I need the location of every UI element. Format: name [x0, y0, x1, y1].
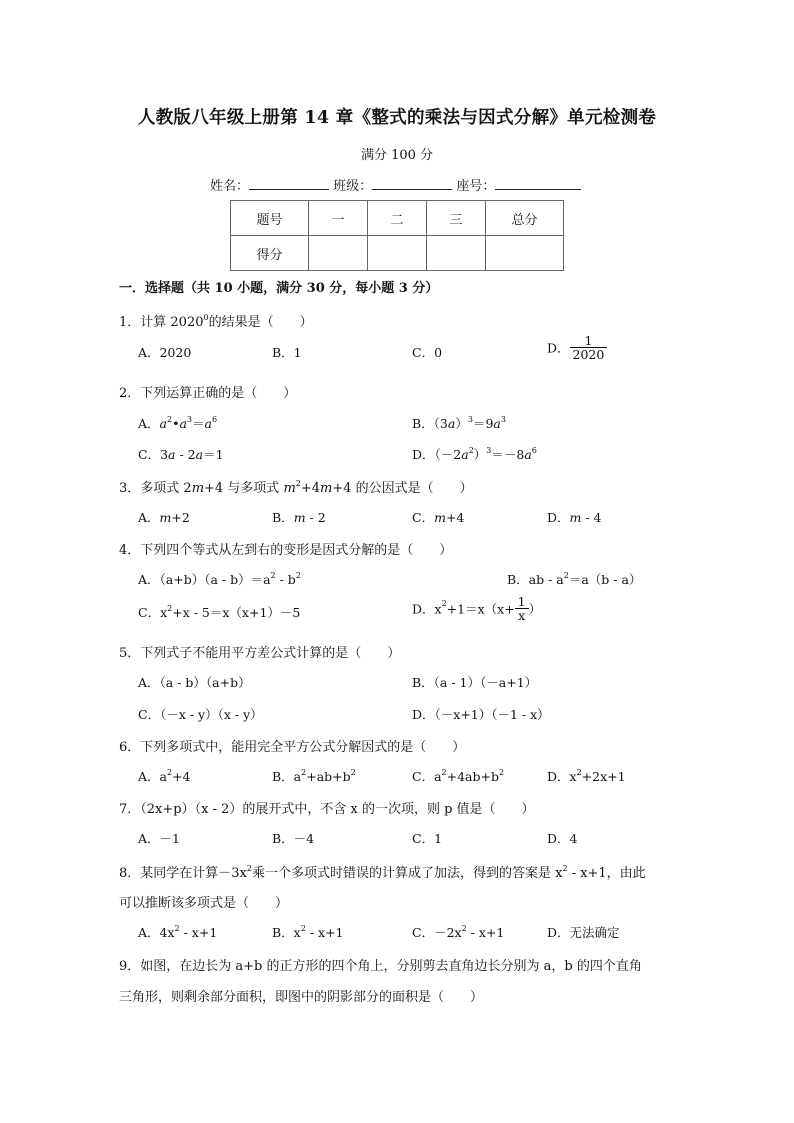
score-cell-part1: 一: [309, 201, 368, 236]
q4-a-sup: 2: [270, 571, 276, 580]
score-row-label: 得分: [231, 236, 309, 271]
q4-c-text: C．x: [138, 605, 168, 620]
q8-a-text2: - x+1: [179, 925, 218, 940]
q1-option-d[interactable]: [547, 334, 607, 361]
q3-text4: +4 的公因式是（ ）: [332, 481, 473, 496]
question-5: 5．下列式子不能用平方差公式计算的是（ ）: [119, 646, 401, 661]
q3-text3: +4: [300, 481, 321, 496]
q6-d-sup: 2: [576, 768, 582, 777]
q4-a-text: A．（a+b）（a - b）＝a: [138, 572, 271, 587]
q8-sup2: 2: [562, 864, 568, 873]
q8-option-a[interactable]: [138, 923, 217, 941]
q8-sup: 2: [246, 864, 252, 873]
q2-a-var2: a: [179, 416, 187, 431]
score-input-part1[interactable]: [309, 236, 368, 271]
q2-c-eq: ＝1: [203, 447, 224, 462]
q2-a-eq: ＝: [192, 416, 205, 431]
q2-d-var2: a: [524, 447, 532, 462]
q6-b-sup2: 2: [350, 768, 356, 777]
q4-fraction-denominator: x: [518, 608, 526, 624]
score-table-score-row: [231, 236, 564, 271]
q2-c-var: a: [168, 447, 176, 462]
q1-option-a[interactable]: A．2020: [138, 345, 192, 360]
q2-option-a[interactable]: [138, 414, 217, 432]
q2-d-sup: 2: [468, 446, 474, 455]
q1-text-tail: 的结果是（ ）: [208, 315, 313, 330]
q3-c-text: +4: [445, 510, 465, 525]
q4-d-text: D．x: [412, 601, 442, 617]
q4-b-sup: 2: [563, 571, 569, 580]
q3-c-var: m: [434, 510, 446, 525]
q4-c-text2: +x - 5＝x（x+1）－5: [172, 605, 301, 620]
score-input-part2[interactable]: [368, 236, 427, 271]
question-2: 2．下列运算正确的是（ ）: [119, 386, 297, 401]
full-score-label: 满分 100 分: [360, 148, 434, 163]
q7-option-c[interactable]: C．1: [412, 831, 443, 846]
q1-option-c[interactable]: C．0: [412, 345, 443, 360]
q1-fraction-numerator: 1: [570, 334, 608, 348]
q6-c-text2: +4ab+b: [446, 769, 499, 784]
q8-c-sup: 2: [461, 924, 467, 933]
q6-option-c[interactable]: [412, 767, 504, 785]
q8-text2: 乘一个多项式时错误的计算成了加法，得到的答案是 x: [251, 866, 563, 881]
q4-d-text3: ）: [528, 601, 542, 617]
q2-c-minus: - 2: [175, 447, 196, 462]
class-blank[interactable]: [372, 177, 452, 190]
q4-d-sup: 2: [441, 599, 447, 609]
q8-c-text2: - x+1: [466, 925, 505, 940]
q3-text2: +4 与多项式: [204, 481, 284, 496]
q1-number: 1．: [119, 315, 141, 330]
q2-a-sup2: 3: [186, 415, 192, 424]
q6-c-sup2: 2: [498, 768, 505, 777]
q6-b-text2: +ab+b: [306, 769, 351, 784]
q2-option-c[interactable]: [138, 445, 224, 463]
q6-b-sup: 2: [301, 768, 307, 777]
q2-d-sup2: 3: [486, 446, 492, 455]
q5-option-c[interactable]: C．（－x - y）（x - y）: [138, 707, 263, 722]
q8-option-c[interactable]: [412, 923, 504, 941]
q2-a-var: a: [159, 416, 167, 431]
q2-d-eq: ＝－8: [491, 447, 525, 462]
q6-option-a[interactable]: [138, 767, 191, 785]
q3-a-var: m: [159, 510, 172, 525]
q6-a-sup: 2: [166, 768, 173, 777]
q6-c-sup: 2: [441, 768, 447, 777]
name-blank[interactable]: [249, 177, 329, 190]
q2-b-sup2: 3: [500, 415, 506, 424]
question-1: [119, 311, 313, 330]
q4-b-text2: ＝a（b - a）: [568, 572, 642, 587]
q8-b-text: B．x: [272, 925, 301, 940]
q3-text: 3．多项式 2: [119, 481, 192, 496]
question-3: [119, 477, 473, 496]
q8-text3: - x+1，由此: [567, 866, 646, 881]
q7-option-b[interactable]: B．－4: [272, 831, 315, 846]
q2-b-label: B．（3: [412, 416, 448, 431]
q3-b-label: B．: [272, 510, 294, 525]
question-4: 4．下列四个等式从左到右的变形是因式分解的是（ ）: [119, 543, 453, 558]
q2-c-label: C．3: [138, 447, 169, 462]
q4-option-b[interactable]: [507, 570, 641, 588]
q6-d-text2: +2x+1: [581, 769, 626, 784]
q2-d-var: a: [461, 447, 469, 462]
q4-c-sup: 2: [167, 604, 173, 613]
q3-var: m: [191, 481, 205, 496]
q4-a-text2: - b: [275, 572, 296, 587]
q6-a-text2: +4: [172, 769, 191, 784]
q3-d-text: - 4: [581, 510, 602, 525]
seat-label: 座号：: [456, 179, 496, 194]
q8-a-text: A．4x: [138, 925, 175, 940]
q4-b-text: B．ab - a: [507, 572, 564, 587]
q8-text: 8．某同学在计算－3x: [119, 866, 247, 881]
q2-b-eq: ＝9: [472, 416, 494, 431]
q4-d-text2: +1＝x（x+: [446, 601, 515, 617]
score-input-total[interactable]: [486, 236, 564, 271]
q6-option-d[interactable]: [547, 767, 626, 785]
score-cell-part2: 二: [368, 201, 427, 236]
q3-option-a[interactable]: [138, 508, 190, 526]
q1-option-d-label: D．: [547, 340, 570, 356]
q2-option-b[interactable]: [412, 414, 506, 432]
q2-d-sup3: 6: [531, 446, 537, 455]
question-9-line2: 三角形，则剩余部分面积，即图中的阴影部分的面积是（ ）: [119, 990, 484, 1005]
q2-a-sup: 2: [166, 415, 173, 424]
q1-text: 计算 2020: [140, 315, 204, 330]
q5-option-a[interactable]: A．（a - b）（a+b）: [138, 675, 251, 690]
q2-b-var2: a: [493, 416, 501, 431]
q6-option-b[interactable]: [272, 767, 356, 785]
q3-c-label: C．: [412, 510, 435, 525]
q3-var2: m: [283, 481, 296, 496]
question-9: 9．如图，在边长为 a+b 的正方形的四个角上，分别剪去直角边长分别为 a，b 的四个直角: [119, 959, 642, 974]
q8-option-b[interactable]: [272, 923, 344, 941]
q7-option-a[interactable]: A．－1: [138, 831, 180, 846]
q2-b-var: a: [447, 416, 456, 431]
student-info-line: [210, 175, 581, 194]
q2-a-dot: •: [172, 416, 180, 431]
score-table: [230, 200, 564, 271]
question-8: [119, 862, 646, 881]
score-cell-part3: 三: [427, 201, 486, 236]
q3-b-text: - 2: [305, 510, 326, 525]
score-cell-total: 总分: [486, 201, 564, 236]
q6-a-text: A．a: [138, 769, 167, 784]
q3-option-c[interactable]: [412, 508, 464, 526]
q1-fraction: [570, 334, 608, 361]
q6-c-text: C．a: [412, 769, 442, 784]
q8-b-text2: - x+1: [305, 925, 344, 940]
seat-blank[interactable]: [495, 177, 581, 190]
q3-option-d[interactable]: [547, 508, 602, 526]
q3-d-label: D．: [547, 510, 570, 525]
q2-option-d[interactable]: [412, 445, 537, 463]
q2-c-var2: a: [195, 447, 204, 462]
q8-a-sup: 2: [174, 924, 180, 933]
q4-option-c[interactable]: [138, 603, 300, 621]
q2-b-sup: 3: [467, 415, 473, 424]
q3-d-var: m: [569, 510, 582, 525]
q7-option-d[interactable]: D．4: [547, 831, 578, 846]
question-8-line2: 可以推断该多项式是（ ）: [119, 896, 289, 911]
q2-a-label: A．: [138, 416, 160, 431]
q2-a-var3: a: [204, 416, 212, 431]
name-label: 姓名：: [210, 179, 250, 194]
q8-b-sup: 2: [300, 924, 306, 933]
question-7: 7．（2x+p）（x - 2）的展开式中，不含 x 的一次项，则 p 值是（ ）: [119, 802, 535, 817]
q1-fraction-denominator: 2020: [572, 347, 605, 363]
q3-a-text: +2: [171, 510, 190, 525]
q4-fraction: [515, 595, 529, 622]
q8-c-text: C．－2x: [412, 925, 462, 940]
score-cell-label: 题号: [231, 201, 309, 236]
q4-option-a[interactable]: [138, 570, 301, 588]
q6-b-text: B．a: [272, 769, 302, 784]
q2-d-paren: ）: [473, 447, 487, 462]
document-title: 人教版八年级上册第 14 章《整式的乘法与因式分解》单元检测卷: [137, 108, 657, 128]
q4-a-sup2: 2: [295, 571, 301, 580]
q3-var3: m: [320, 481, 333, 496]
q3-sup: 2: [295, 479, 301, 488]
q4-fraction-numerator: 1: [515, 595, 529, 609]
q3-a-label: A．: [138, 510, 160, 525]
q6-d-text: D．x: [547, 769, 577, 784]
q1-option-b[interactable]: B．1: [272, 345, 302, 360]
score-table-header-row: [231, 201, 564, 236]
class-label: 班级：: [333, 179, 373, 194]
q5-option-d[interactable]: D．（－x+1）（－1 - x）: [412, 707, 550, 722]
q8-option-d[interactable]: D．无法确定: [547, 925, 620, 940]
section-heading: 一．选择题（共 10 小题，满分 30 分，每小题 3 分）: [119, 281, 439, 296]
score-input-part3[interactable]: [427, 236, 486, 271]
q2-d-label: D．（－2: [412, 447, 462, 462]
q2-b-paren: ）: [455, 416, 468, 431]
q1-superscript: 0: [203, 313, 209, 322]
question-6: 6．下列多项式中，能用完全平方公式分解因式的是（ ）: [119, 740, 466, 755]
q3-option-b[interactable]: [272, 508, 326, 526]
q3-b-var: m: [293, 510, 306, 525]
q2-a-sup3: 6: [211, 415, 218, 424]
q5-option-b[interactable]: B．（a - 1）（－a+1）: [412, 675, 538, 690]
q4-option-d[interactable]: [412, 595, 541, 622]
